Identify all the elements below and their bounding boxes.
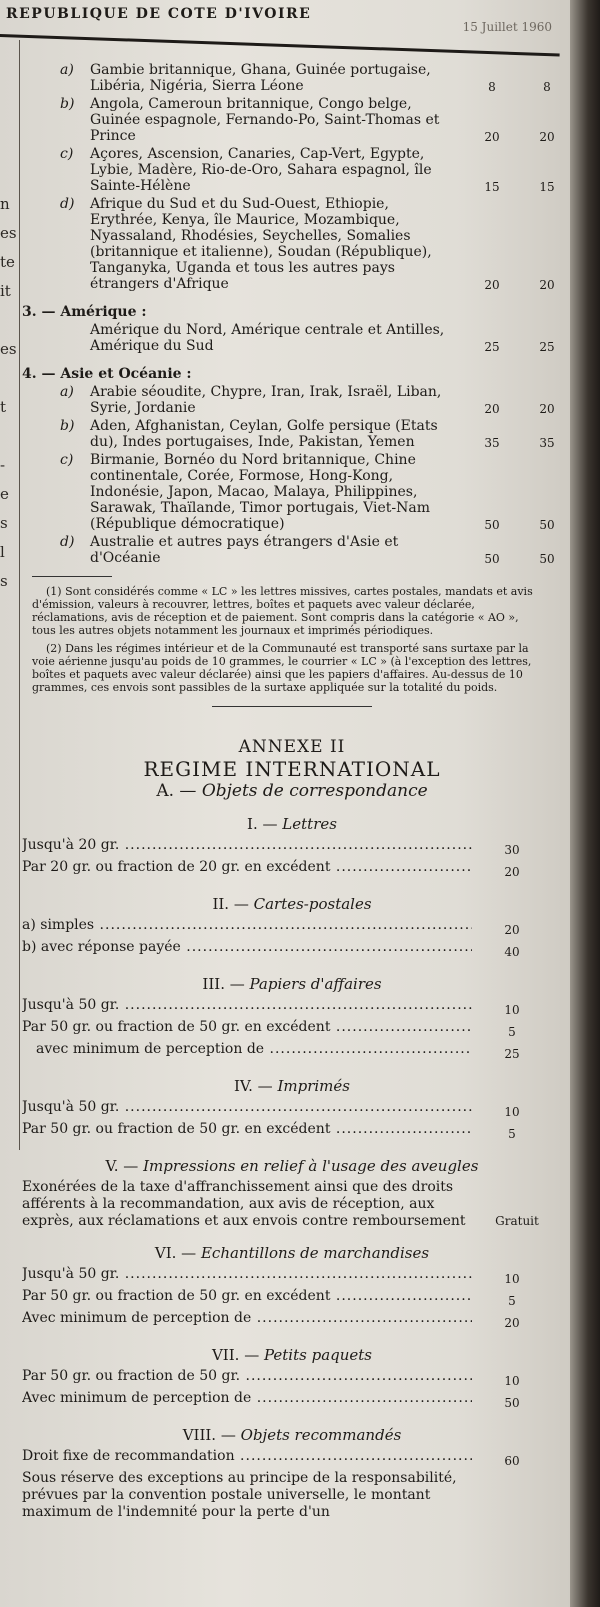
tariff-row bbox=[22, 1099, 562, 1121]
tariff-value: 10 bbox=[504, 1105, 520, 1119]
section-a-title: Objets de correspondance bbox=[201, 781, 428, 801]
entry-value-2: 50 bbox=[539, 552, 555, 566]
footnote-separator bbox=[32, 576, 112, 577]
header-date: 15 Juillet 1960 bbox=[462, 20, 552, 34]
side-letter: it bbox=[0, 282, 11, 300]
international-rate-sections bbox=[22, 815, 562, 1521]
tariff-row bbox=[22, 1288, 562, 1310]
section-number: VIII. — bbox=[182, 1426, 236, 1444]
entry-value-1: 50 bbox=[484, 552, 500, 566]
section-number: IV. — bbox=[234, 1077, 273, 1095]
tariff-label: Jusqu'à 50 gr. ..... bbox=[22, 997, 472, 1014]
tariff-label: Par 50 gr. ou fraction de 50 gr. en excédent ..... bbox=[22, 1019, 472, 1036]
header-rule bbox=[0, 34, 560, 57]
side-letter: l bbox=[0, 543, 5, 561]
rate-entry bbox=[22, 96, 562, 144]
annex-title: ANNEXE II bbox=[238, 737, 346, 757]
rate-entry bbox=[22, 418, 562, 450]
entry-marker: b) bbox=[60, 418, 75, 434]
header-title: REPUBLIQUE DE COTE D'IVOIRE bbox=[6, 6, 312, 22]
rate-entry bbox=[22, 452, 562, 532]
footnote: (1) Sont considérés comme « LC » les lettres missives, cartes postales, mandats et avis d'émission, valeurs à recouvrer, lettres, boîtes et paquets avec valeur déclarée, réclamations, avis de réception et de paiement. Sont compris dans la catégorie « AO », tous les autres objets notamment les journaux et imprimés périodiques. bbox=[32, 585, 533, 637]
entry-countries: Birmanie, Bornéo du Nord britannique, Chine continentale, Corée, Formose, Hong-Kong, Indonésie, Japon, Macao, Malaya, Philippines, Sarawak, Thaïlande, Timor portugais, Viet-Nam (République démocratique) bbox=[90, 452, 430, 532]
section-heading bbox=[22, 1077, 562, 1095]
entry-value-2: 50 bbox=[539, 518, 555, 532]
paragraph-text: Sous réserve des exceptions au principe de la responsabilité, prévues par la convention postale universelle, le montant maximum de l'indemnité pour la perte d'un bbox=[22, 1470, 457, 1520]
tariff-label: avec minimum de perception de ..... bbox=[22, 1041, 472, 1058]
paragraph-text: Exonérées de la taxe d'affranchissement ainsi que des droits afférents à la recommandation, aux avis de réception, aux exprès, aux réclamations et aux envois contre remboursement bbox=[22, 1179, 466, 1229]
america-value-2: 25 bbox=[539, 340, 555, 354]
side-letter: t bbox=[0, 398, 7, 416]
tariff-row bbox=[22, 1019, 562, 1041]
tariff-value: 10 bbox=[504, 1272, 520, 1286]
section-heading bbox=[22, 1346, 562, 1364]
document-body bbox=[22, 60, 562, 1521]
america-heading: 3. — Amérique : bbox=[22, 304, 147, 320]
section-heading bbox=[22, 895, 562, 913]
section-a-number: A. — bbox=[156, 781, 197, 801]
tariff-row bbox=[22, 1266, 562, 1288]
section-number: V. — bbox=[105, 1157, 139, 1175]
side-letter bbox=[0, 364, 16, 393]
entry-value-2: 8 bbox=[543, 80, 551, 94]
section-number: VII. — bbox=[211, 1346, 260, 1364]
tariff-label: Avec minimum de perception de ..... bbox=[22, 1390, 472, 1407]
tariff-value: 20 bbox=[504, 923, 520, 937]
section-heading bbox=[22, 815, 562, 833]
next-page-edge bbox=[570, 0, 600, 1607]
entry-value-2: 20 bbox=[539, 278, 555, 292]
section-paragraph bbox=[22, 1470, 482, 1521]
tariff-label: b) avec réponse payée ..... bbox=[22, 939, 472, 956]
section-heading bbox=[22, 975, 562, 993]
section-paragraph bbox=[22, 1179, 539, 1230]
entry-countries: Aden, Afghanistan, Ceylan, Golfe persique (Etats du), Indes portugaises, Inde, Pakistan, Yemen bbox=[90, 418, 438, 450]
africa-rates bbox=[22, 62, 562, 292]
annex-section-a bbox=[22, 781, 562, 801]
tariff-value: 30 bbox=[504, 843, 520, 857]
section-title: Imprimés bbox=[277, 1077, 350, 1095]
tariff-value: 40 bbox=[504, 945, 520, 959]
section-heading bbox=[22, 1244, 562, 1262]
tariff-row bbox=[22, 1041, 562, 1063]
rate-entry bbox=[22, 62, 562, 94]
section-title: Echantillons de marchandises bbox=[200, 1244, 430, 1262]
section-divider bbox=[212, 706, 372, 707]
annex-heading bbox=[22, 737, 562, 801]
tariff-value: 10 bbox=[504, 1003, 520, 1017]
section-title: Lettres bbox=[282, 815, 337, 833]
entry-marker: c) bbox=[60, 452, 74, 468]
section-heading bbox=[22, 1157, 562, 1175]
rate-entry bbox=[22, 384, 562, 416]
section-title: Petits paquets bbox=[263, 1346, 373, 1364]
tariff-value: 5 bbox=[508, 1127, 516, 1141]
side-letter: s bbox=[0, 572, 8, 590]
side-letter bbox=[0, 422, 16, 451]
tariff-label: Avec minimum de perception de ..... bbox=[22, 1310, 472, 1327]
tariff-row bbox=[22, 837, 562, 859]
tariff-value: 20 bbox=[504, 865, 520, 879]
america-value-1: 25 bbox=[484, 340, 500, 354]
section-number: II. — bbox=[212, 895, 249, 913]
rate-entry bbox=[22, 534, 562, 566]
tariff-label: Par 50 gr. ou fraction de 50 gr. en excédent ..... bbox=[22, 1121, 472, 1138]
tariff-value: 5 bbox=[508, 1294, 516, 1308]
entry-value-1: 15 bbox=[484, 180, 500, 194]
tariff-label: Par 50 gr. ou fraction de 50 gr. en excédent ..... bbox=[22, 1288, 472, 1305]
tariff-row bbox=[22, 1310, 562, 1332]
entry-countries: Afrique du Sud et du Sud-Ouest, Ethiopie, Erythrée, Kenya, île Maurice, Mozambique, Nyassaland, Rhodésies, Seychelles, Somalies (britannique et italienne), Soudan (République), Tanganyka, Uganda et tous les autres pays étrangers d'Afrique bbox=[90, 196, 432, 292]
entry-value-1: 35 bbox=[484, 436, 500, 450]
tariff-row bbox=[22, 1448, 562, 1470]
tariff-row bbox=[22, 1121, 562, 1143]
entry-value-2: 35 bbox=[539, 436, 555, 450]
america-text: Amérique du Nord, Amérique centrale et Antilles, Amérique du Sud bbox=[90, 322, 445, 354]
tariff-row bbox=[22, 1390, 562, 1412]
tariff-row bbox=[22, 917, 562, 939]
footnotes bbox=[22, 585, 562, 694]
section-title: Impressions en relief à l'usage des aveugles bbox=[143, 1157, 479, 1175]
america-entry bbox=[22, 322, 562, 354]
section-number: VI. — bbox=[154, 1244, 197, 1262]
asia-heading: 4. — Asie et Océanie : bbox=[22, 366, 192, 382]
adjacent-column-fragment bbox=[0, 190, 16, 596]
entry-marker: d) bbox=[60, 534, 75, 550]
entry-value-2: 20 bbox=[539, 130, 555, 144]
entry-countries: Arabie séoudite, Chypre, Iran, Irak, Israël, Liban, Syrie, Jordanie bbox=[90, 384, 442, 416]
side-letter: n bbox=[0, 195, 10, 213]
tariff-value: 50 bbox=[504, 1396, 520, 1410]
side-letter: te bbox=[0, 253, 15, 271]
tariff-label: Jusqu'à 50 gr. ..... bbox=[22, 1266, 472, 1283]
entry-countries: Australie et autres pays étrangers d'Asie et d'Océanie bbox=[90, 534, 399, 566]
tariff-row bbox=[22, 1368, 562, 1390]
entry-marker: a) bbox=[60, 384, 74, 400]
tariff-row bbox=[22, 997, 562, 1019]
entry-value-1: 50 bbox=[484, 518, 500, 532]
entry-marker: c) bbox=[60, 146, 74, 162]
side-letter bbox=[0, 306, 16, 335]
section-title: Papiers d'affaires bbox=[249, 975, 382, 993]
tariff-value: 20 bbox=[504, 1316, 520, 1330]
tariff-label: a) simples ..... bbox=[22, 917, 472, 934]
tariff-row bbox=[22, 859, 562, 881]
paragraph-value: Gratuit bbox=[495, 1214, 539, 1228]
section-title: Cartes-postales bbox=[253, 895, 372, 913]
tariff-value: 5 bbox=[508, 1025, 516, 1039]
entry-value-2: 15 bbox=[539, 180, 555, 194]
tariff-label: Jusqu'à 20 gr. ..... bbox=[22, 837, 472, 854]
tariff-label: Par 50 gr. ou fraction de 50 gr. ..... bbox=[22, 1368, 472, 1385]
side-letter: es bbox=[0, 340, 17, 358]
footnote: (2) Dans les régimes intérieur et de la Communauté est transporté sans surtaxe par la voie aérienne jusqu'au poids de 10 grammes, le courrier « LC » (à l'exception des lettres, boîtes et paquets avec valeur déclarée) ainsi que les papiers d'affaires. Au-dessus de 10 grammes, ces envois sont passibles de la surtaxe appliquée sur la totalité du poids. bbox=[32, 642, 532, 694]
tariff-label: Par 20 gr. ou fraction de 20 gr. en excédent ..... bbox=[22, 859, 472, 876]
rate-entry bbox=[22, 196, 562, 292]
side-letter: es bbox=[0, 224, 17, 242]
tariff-value: 10 bbox=[504, 1374, 520, 1388]
entry-countries: Gambie britannique, Ghana, Guinée portugaise, Libéria, Nigéria, Sierra Léone bbox=[90, 62, 431, 94]
side-letter: s bbox=[0, 514, 8, 532]
entry-countries: Angola, Cameroun britannique, Congo belge, Guinée espagnole, Fernando-Po, Saint-Thomas et Prince bbox=[90, 96, 440, 144]
entry-value-1: 20 bbox=[484, 278, 500, 292]
entry-value-1: 8 bbox=[488, 80, 496, 94]
tariff-value: 60 bbox=[504, 1454, 520, 1468]
annex-subtitle: REGIME INTERNATIONAL bbox=[143, 757, 441, 781]
section-title: Objets recommandés bbox=[240, 1426, 402, 1444]
rate-entry bbox=[22, 146, 562, 194]
side-letter: e bbox=[0, 485, 9, 503]
section-heading bbox=[22, 1426, 562, 1444]
entry-value-1: 20 bbox=[484, 402, 500, 416]
entry-value-1: 20 bbox=[484, 130, 500, 144]
section-number: III. — bbox=[202, 975, 245, 993]
entry-marker: a) bbox=[60, 62, 74, 78]
section-number: I. — bbox=[247, 815, 278, 833]
asia-rates bbox=[22, 384, 562, 566]
tariff-value: 25 bbox=[504, 1047, 520, 1061]
page-header bbox=[6, 6, 566, 34]
tariff-label: Jusqu'à 50 gr. ..... bbox=[22, 1099, 472, 1116]
entry-marker: b) bbox=[60, 96, 75, 112]
entry-value-2: 20 bbox=[539, 402, 555, 416]
entry-marker: d) bbox=[60, 196, 75, 212]
side-letter: - bbox=[0, 456, 6, 474]
tariff-label: Droit fixe de recommandation ..... bbox=[22, 1448, 472, 1465]
tariff-row bbox=[22, 939, 562, 961]
entry-countries: Açores, Ascension, Canaries, Cap-Vert, Egypte, Lybie, Madère, Rio-de-Oro, Sahara espagnol, île Sainte-Hélène bbox=[90, 146, 432, 194]
column-rule bbox=[19, 40, 20, 1150]
